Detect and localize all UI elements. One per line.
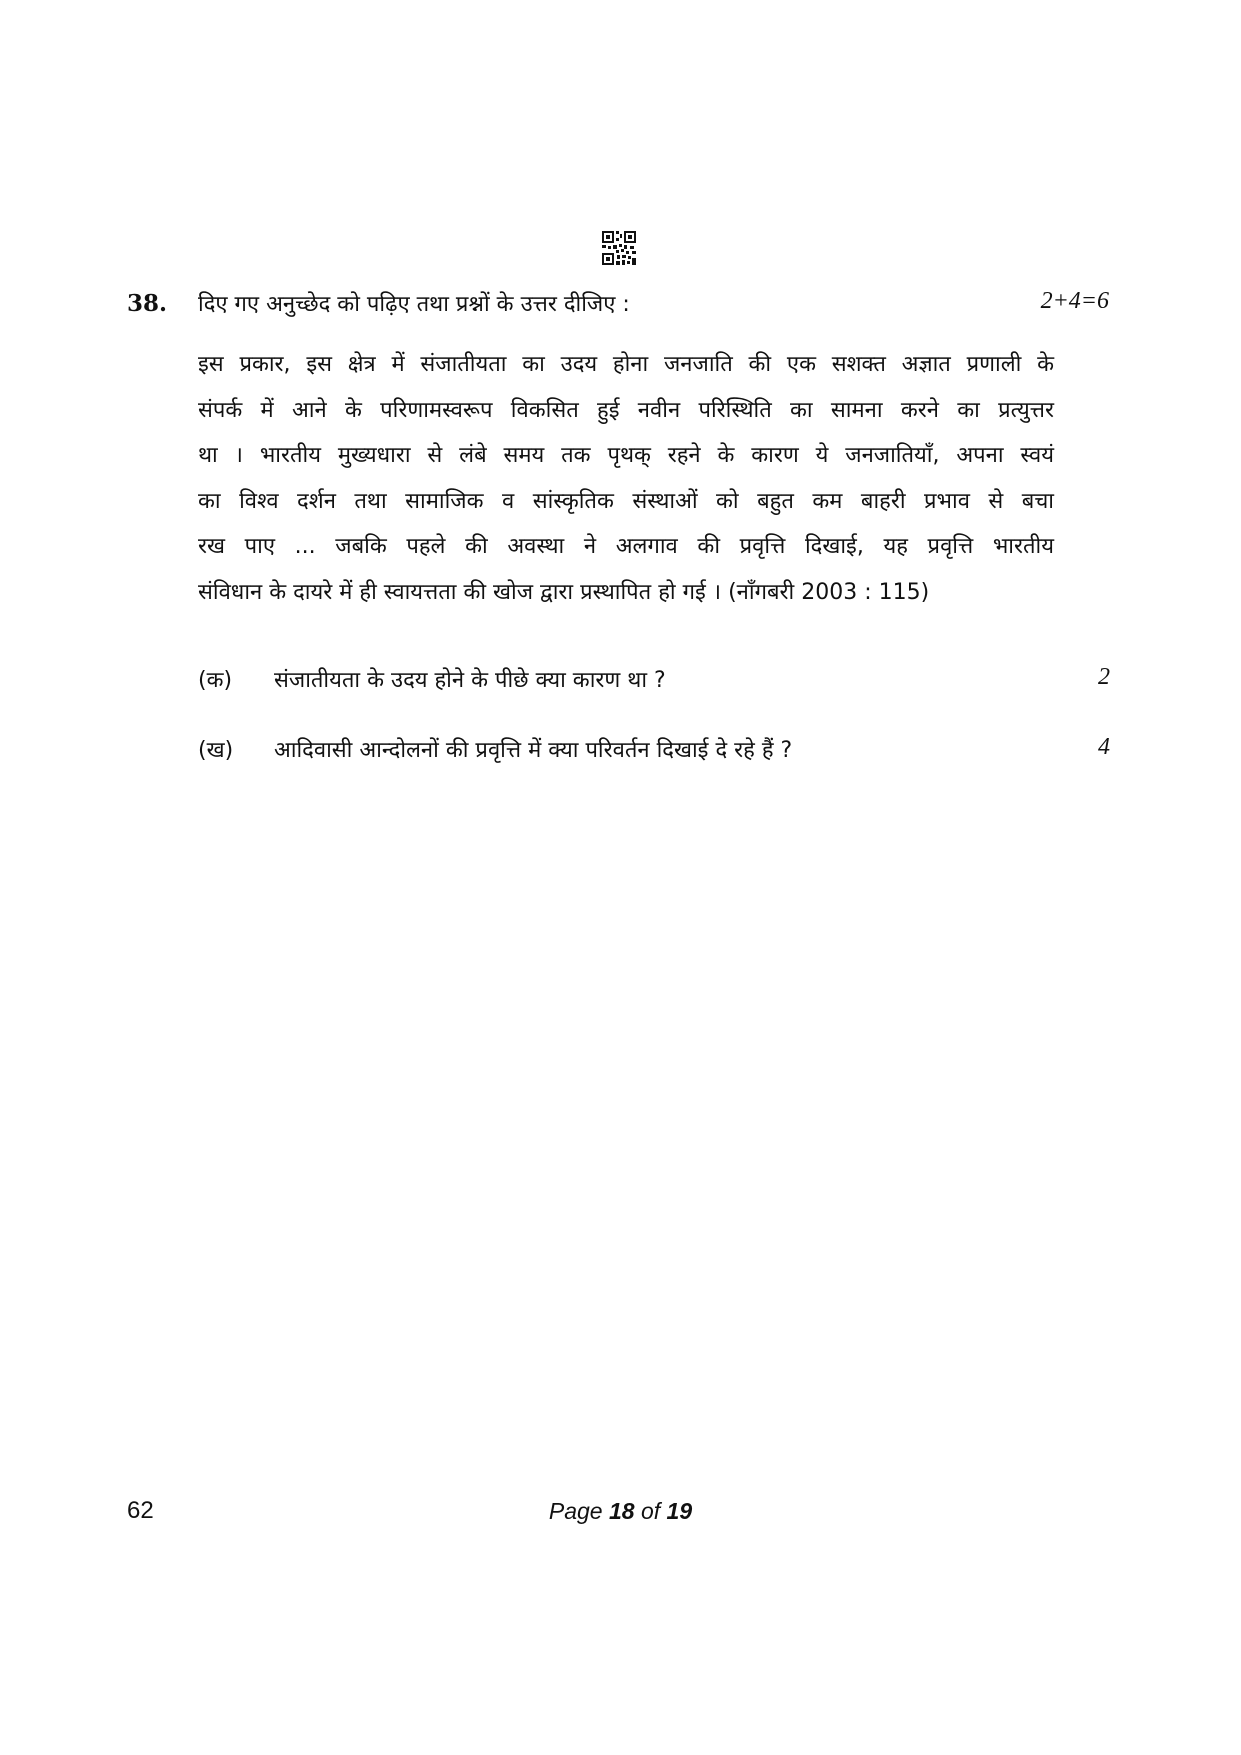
passage-line: इस प्रकार, इस क्षेत्र में संजातीयता का उदय होना जनजाति की एक सशक्त अज्ञात प्रणाली के [198, 352, 1054, 377]
subquestion-text: आदिवासी आन्दोलनों की प्रवृत्ति में क्या परिवर्तन दिखाई दे रहे हैं ? [274, 738, 793, 763]
page-total: 19 [666, 1498, 693, 1524]
subquestion-label: (क) [198, 668, 233, 693]
passage-line: का विश्व दर्शन तथा सामाजिक व सांस्कृतिक संस्थाओं को बहुत कम बाहरी प्रभाव से बचा [198, 488, 1054, 514]
page-of: of [640, 1498, 661, 1524]
subquestion-a [198, 664, 1110, 698]
question-number: 38. [127, 290, 168, 317]
subquestion-marks: 4 [1098, 734, 1110, 760]
passage-line: संपर्क में आने के परिणामस्वरूप विकसित हुई नवीन परिस्थिति का सामना करने का प्रत्युत्तर [198, 397, 1054, 423]
passage-line: रख पाए ... जबकि पहले की अवस्था ने अलगाव की प्रवृत्ति दिखाई, यह प्रवृत्ति भारतीय [198, 534, 1054, 559]
page-prefix: Page [548, 1498, 603, 1524]
subquestion-label: (ख) [198, 738, 234, 763]
qr-code-icon [601, 230, 637, 266]
question-marks: 2+4=6 [1040, 288, 1109, 314]
passage [198, 342, 1054, 615]
subquestion-text: संजातीयता के उदय होने के पीछे क्या कारण था ? [274, 668, 666, 693]
page-current: 18 [608, 1498, 635, 1524]
passage-line: था । भारतीय मुख्यधारा से लंबे समय तक पृथक् रहने के कारण ये जनजातियाँ, अपना स्वयं [198, 443, 1054, 468]
passage-line: संविधान के दायरे में ही स्वायत्तता की खोज द्वारा प्रस्थापित हो गई । (नाँगबरी 2003 : 115) [198, 579, 930, 605]
question-instruction: दिए गए अनुच्छेद को पढ़िए तथा प्रश्नों के उत्तर दीजिए : [198, 292, 630, 317]
subquestion-marks: 2 [1098, 664, 1110, 690]
subquestion-b [198, 734, 1110, 768]
page-number [0, 1498, 1241, 1525]
paper-code: 62 [127, 1497, 154, 1524]
